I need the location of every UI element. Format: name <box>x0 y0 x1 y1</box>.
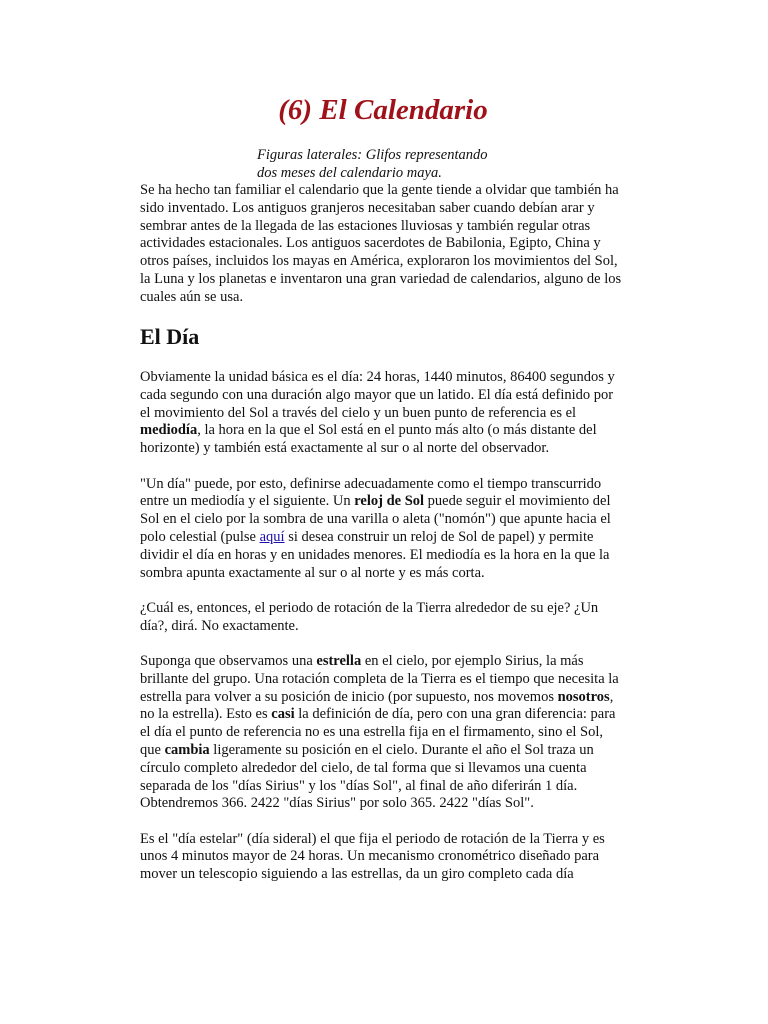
link-aqui[interactable]: aquí <box>259 528 285 545</box>
text: , la hora en la que el Sol está en el punto más alto (o más distante del horizonte) y también está exactamente al sur o al norte del observador. <box>140 422 597 457</box>
bold-term-estrella: estrella <box>316 652 362 669</box>
text: la definición de día, pero con una gran diferencia: para el día el punto de referencia no es una estrella fija en el firmamento, sino el Sol, que <box>140 706 616 758</box>
text: Obviamente la unidad básica es el día: 24 horas, 1440 minutos, 86400 segundos y cada segundo con una duración algo mayor que un latido. El día está definido por el movimiento del Sol a través del cielo y un buen punto de referencia es el <box>140 369 615 421</box>
bold-term-casi: casi <box>271 706 295 723</box>
text: "Un día" puede, por esto, definirse adecuadamente como el tiempo transcurrido entre un mediodía y el siguiente. Un <box>140 475 602 510</box>
text: si desea construir un reloj de Sol de papel) y permite dividir el día en horas y en unidades menores. El mediodía es la hora en la que la sombra apunta exactamente al sur o al norte y es más corta. <box>140 528 610 581</box>
bold-term-nosotros: nosotros <box>557 688 610 705</box>
paragraph-estrella <box>140 653 626 813</box>
paragraph-un-dia <box>140 476 626 583</box>
section-heading-el-dia: El Día <box>140 324 200 350</box>
bold-term-cambia: cambia <box>164 741 210 758</box>
text: en el cielo, por ejemplo Sirius, la más brillante del grupo. Una rotación completa de la Tierra es el tiempo que necesita la estrella para volver a su posición de inicio (por supuesto, nos movemos <box>140 652 619 705</box>
bold-term-reloj-de-sol: reloj de Sol <box>354 493 425 510</box>
intro-paragraph: Se ha hecho tan familiar el calendario que la gente tiende a olvidar que también ha sido inventado. Los antiguos granjeros necesitaban saber cuando debían arar y sembrar antes de la llegada de las estaciones lluviosas y también regular otras actividades estacionales. Los antiguos sacerdotes de Babilonia, Egipto, China y otros países, incluidos los mayas en América, exploraron los movimientos del Sol, la Luna y los planetas e inventaron una gran variedad de calendarios, alguno de los cuales aún se usa. <box>140 182 622 305</box>
text: Suponga que observamos una <box>140 652 317 669</box>
text: puede seguir el movimiento del Sol en el cielo por la sombra de una varilla o aleta ("nomón") que apunte hacia el polo celestial (pulse <box>140 493 611 545</box>
text: , no la estrella). Esto es <box>140 688 614 723</box>
figure-caption <box>257 147 517 182</box>
paragraph-dia-estelar: Es el "día estelar" (día sideral) el que fija el periodo de rotación de la Tierra y es unos 4 minutos mayor de 24 horas. Un mecanismo cronométrico diseñado para mover un telescopio siguiendo a las estrellas, da un giro completo cada día <box>140 830 605 883</box>
caption-line-1: Figuras laterales: Glifos representando <box>257 147 488 163</box>
paragraph-unidad-basica <box>140 369 626 458</box>
caption-line-2: dos meses del calendario maya. <box>257 164 442 181</box>
paragraph-periodo-rotacion: ¿Cuál es, entonces, el periodo de rotación de la Tierra alrededor de su eje? ¿Un día?, dirá. No exactamente. <box>140 599 599 634</box>
bold-term-mediodia: mediodía <box>140 422 198 439</box>
article-body <box>140 182 626 902</box>
page-title: (6) El Calendario <box>278 94 488 126</box>
text: ligeramente su posición en el cielo. Durante el año el Sol traza un círculo completo alrededor del cielo, de tal forma que si llevamos una cuenta separada de los "días Sirius" y los "días Sol", al final de año diferirán 1 día. Obtendremos 366. 2422 "días Sirius" por solo 365. 2422 "días Sol". <box>140 741 594 812</box>
